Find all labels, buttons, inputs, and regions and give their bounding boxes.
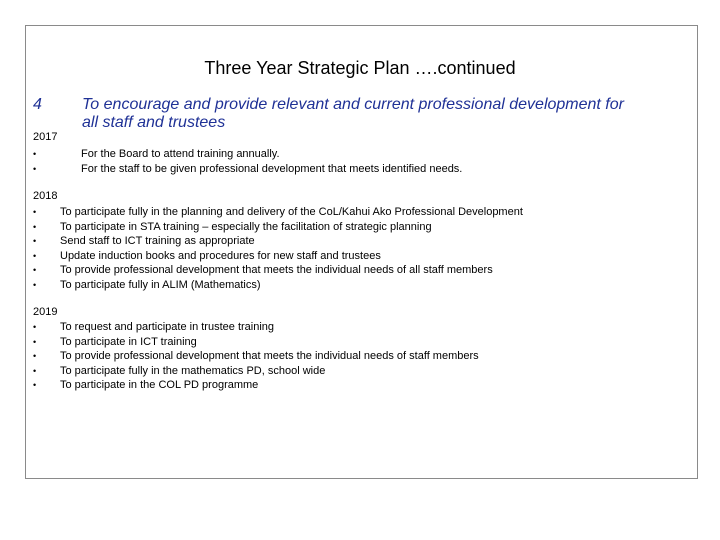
bullet-icon: •: [33, 163, 37, 174]
bullet-icon: •: [33, 250, 37, 261]
bullet-icon: •: [33, 265, 37, 275]
year-heading-2019: 2019: [33, 306, 58, 318]
year-heading-2018: 2018: [33, 190, 58, 202]
bullet-icon: •: [33, 221, 37, 232]
bullet-icon: •: [33, 279, 37, 290]
bullet-icon: •: [33, 207, 37, 217]
bullet-icon: •: [33, 149, 37, 159]
bullet-icon: •: [33, 236, 37, 246]
bullet-icon: •: [33, 380, 37, 390]
goal-number: 4: [33, 96, 42, 113]
goal-text: To encourage and provide relevant and current professional development for all staff and trustees: [82, 96, 624, 131]
page-title: Three Year Strategic Plan ….continued: [204, 58, 516, 78]
year-heading-2017: 2017: [33, 131, 58, 143]
bullet-icon: •: [33, 336, 37, 347]
bullet-icon: •: [33, 322, 37, 332]
bullet-icon: •: [33, 351, 37, 361]
bullet-icon: •: [33, 365, 37, 376]
